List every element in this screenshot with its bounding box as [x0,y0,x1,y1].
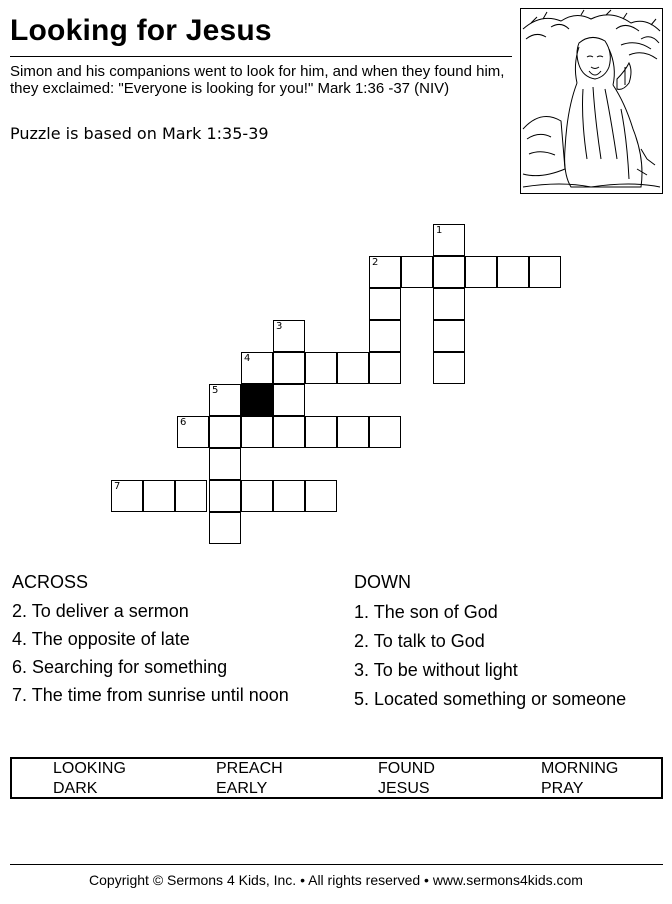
blocked-cell [241,384,273,416]
clue-text: The time from sunrise until noon [31,685,289,705]
grid-cell[interactable] [369,256,401,288]
word-bank-item: PREACH [216,760,283,777]
grid-cell[interactable] [143,480,175,512]
clue-number: 2 [372,257,379,268]
grid-cell[interactable] [497,256,529,288]
grid-cell[interactable] [273,352,305,384]
grid-cell[interactable] [209,416,241,448]
across-clue [12,629,190,650]
grid-cell[interactable] [433,224,465,256]
clue-num: 4. [12,629,28,649]
grid-cell[interactable] [529,256,561,288]
across-clue [12,657,227,678]
grid-cell[interactable] [209,384,241,416]
clue-text: To be without light [373,660,518,680]
grid-cell[interactable] [433,320,465,352]
grid-cell[interactable] [305,480,337,512]
grid-cell[interactable] [209,448,241,480]
clue-text: The son of God [373,602,498,622]
word-bank-item: DARK [53,780,98,797]
footer-divider [10,864,663,865]
grid-cell[interactable] [433,352,465,384]
grid-cell[interactable] [209,512,241,544]
clue-number: 6 [180,417,187,428]
grid-cell[interactable] [241,352,273,384]
puzzle-source: Puzzle is based on Mark 1:35-39 [10,124,269,143]
grid-cell[interactable] [175,480,207,512]
grid-cell[interactable] [273,416,305,448]
grid-cell[interactable] [111,480,143,512]
clue-num: 5. [354,689,370,709]
clue-number: 7 [114,481,121,492]
grid-cell[interactable] [273,480,305,512]
clue-text: To talk to God [373,631,485,651]
clue-number: 1 [436,225,443,236]
clue-text: To deliver a sermon [31,601,189,621]
across-heading: ACROSS [12,572,89,592]
word-bank-item: EARLY [216,780,268,797]
grid-cell[interactable] [401,256,433,288]
down-clue [354,689,626,710]
grid-cell[interactable] [465,256,497,288]
grid-cell[interactable] [369,352,401,384]
grid-cell[interactable] [433,288,465,320]
grid-cell[interactable] [241,416,273,448]
scripture-verse: Simon and his companions went to look for him, and when they found him, they exclaimed: "Everyone is looking for you!" Mark 1:36 -37 (NIV) [10,63,505,97]
clue-text: Searching for something [32,657,228,677]
grid-cell[interactable] [305,416,337,448]
down-clue [354,660,518,681]
clue-text: Located something or someone [374,689,627,709]
page-title: Looking for Jesus [10,14,272,47]
clue-number: 5 [212,385,219,396]
clue-num: 6. [12,657,28,677]
grid-cell[interactable] [177,416,209,448]
across-clue [12,601,189,622]
clue-num: 2. [354,631,370,651]
clue-num: 2. [12,601,28,621]
word-bank-item: MORNING [541,760,619,777]
grid-cell[interactable] [369,416,401,448]
grid-cell[interactable] [241,480,273,512]
clue-num: 7. [12,685,28,705]
word-bank-item: JESUS [378,780,430,797]
grid-cell[interactable] [369,320,401,352]
word-bank-item: LOOKING [53,760,126,777]
clue-number: 4 [244,353,251,364]
copyright-footer: Copyright © Sermons 4 Kids, Inc. • All rights reserved • www.sermons4kids.com [89,872,583,888]
across-clue [12,685,289,706]
praying-jesus-illustration [520,8,663,194]
clue-text: The opposite of late [31,629,190,649]
word-bank-item: PRAY [541,780,584,797]
grid-cell[interactable] [337,416,369,448]
grid-cell[interactable] [433,256,465,288]
word-bank-item: FOUND [378,760,435,777]
down-clue [354,631,485,652]
grid-cell[interactable] [209,480,241,512]
grid-cell[interactable] [273,384,305,416]
grid-cell[interactable] [273,320,305,352]
grid-cell[interactable] [369,288,401,320]
grid-cell[interactable] [305,352,337,384]
clue-num: 1. [354,602,370,622]
title-divider [10,56,512,57]
down-heading: DOWN [354,572,411,592]
grid-cell[interactable] [337,352,369,384]
clue-num: 3. [354,660,370,680]
word-bank [10,757,663,799]
clue-number: 3 [276,321,283,332]
down-clue [354,602,498,623]
